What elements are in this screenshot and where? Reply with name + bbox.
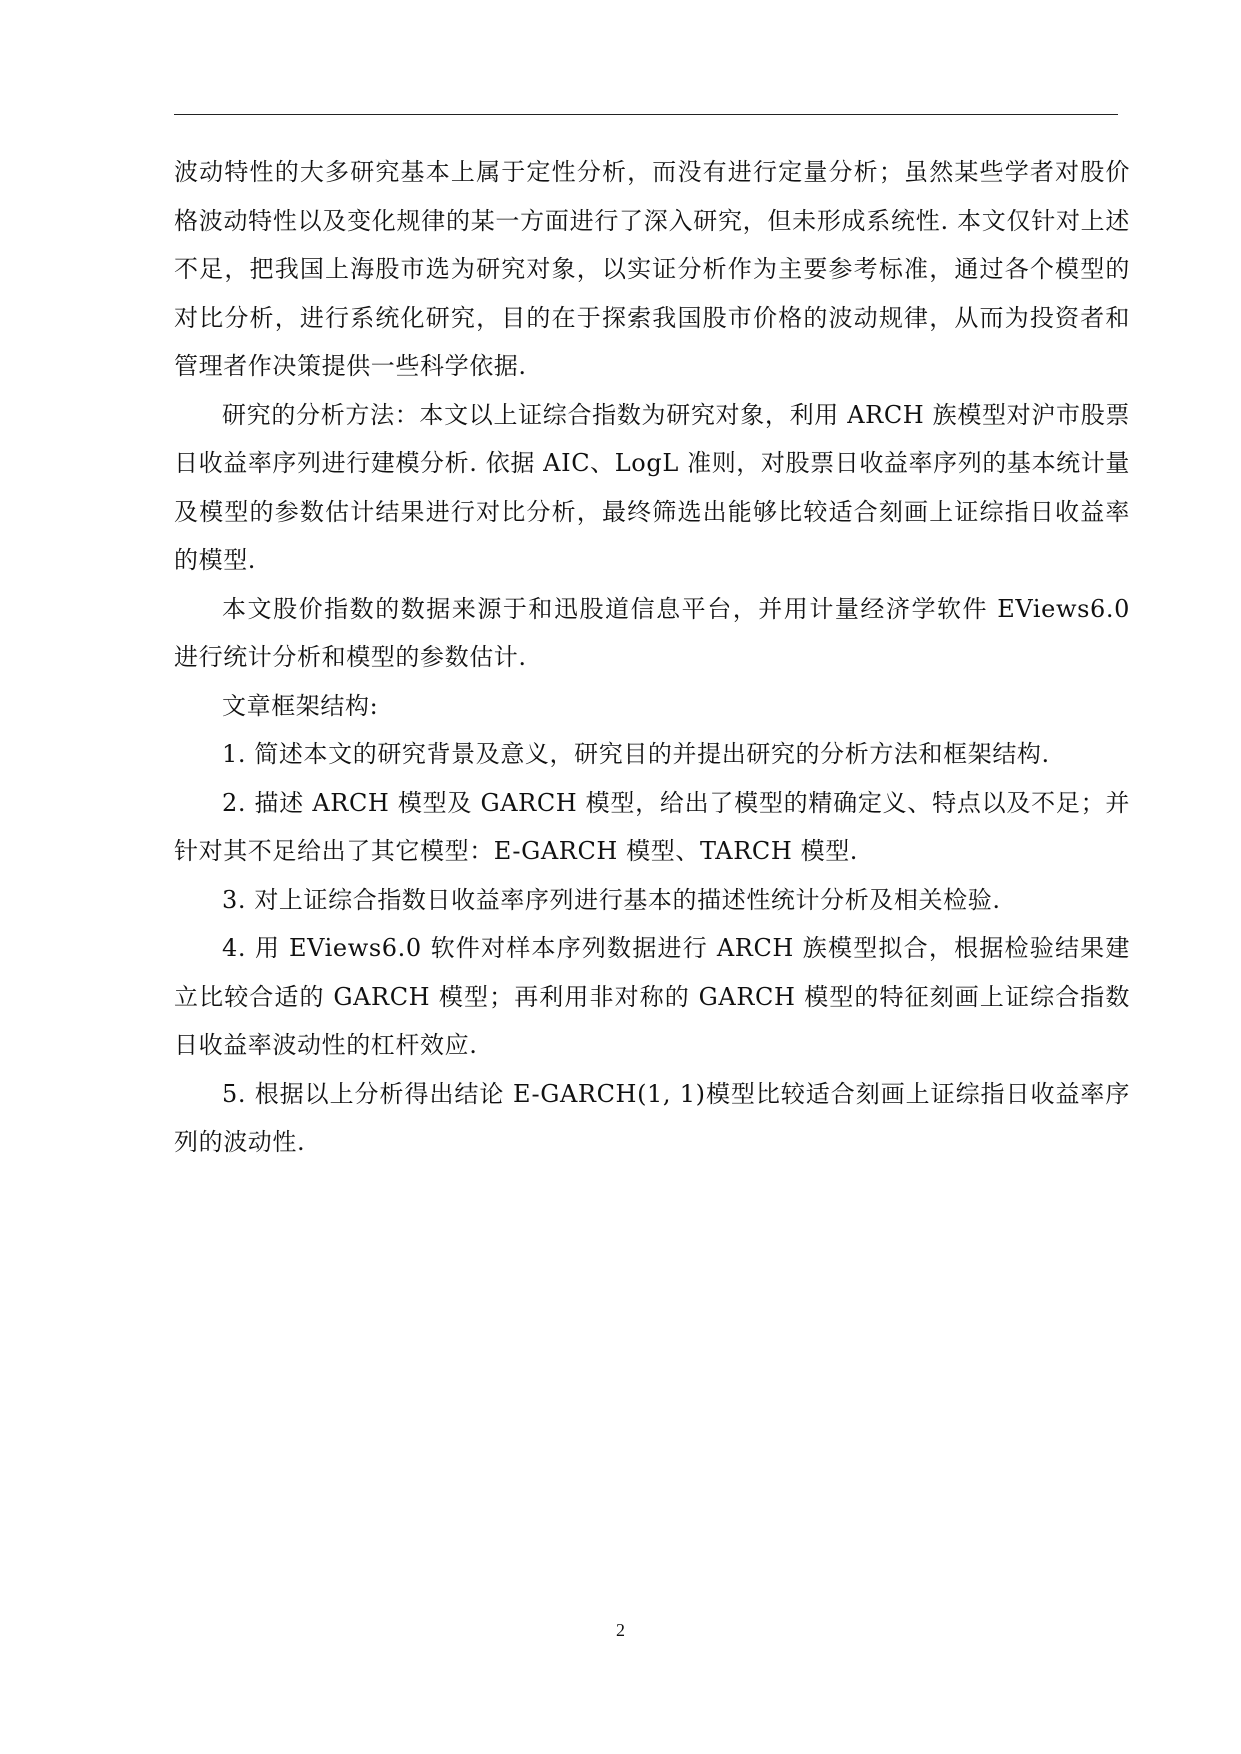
document-body [174, 148, 1130, 1167]
list-item-3: 3. 对上证综合指数日收益率序列进行基本的描述性统计分析及相关检验. [222, 885, 1001, 914]
paragraph-continuation: 波动特性的大多研究基本上属于定性分析，而没有进行定量分析；虽然某些学者对股价格波动特性以及变化规律的某一方面进行了深入研究，但未形成系统性. 本文仅针对上述不足，把我国上海股市选为研究对象，以实证分析作为主要参考标准，通过各个模型的对比分析，进行系统化研究，目的在于探索我国股市价格的波动规律，从而为投资者和管理者作决策提供一些科学依据. [174, 158, 1130, 380]
paragraph-methodology: 研究的分析方法：本文以上证综合指数为研究对象，利用 ARCH 族模型对沪市股票日收益率序列进行建模分析. 依据 AIC、LogL 准则，对股票日收益率序列的基本统计量及模型的参数估计结果进行对比分析，最终筛选出能够比较适合刻画上证综指日收益率的模型. [174, 400, 1130, 574]
list-item-5: 5. 根据以上分析得出结论 E-GARCH(1, 1)模型比较适合刻画上证综指日收益率序列的波动性. [174, 1079, 1130, 1156]
list-item-4: 4. 用 EViews6.0 软件对样本序列数据进行 ARCH 族模型拟合，根据检验结果建立比较合适的 GARCH 模型；再利用非对称的 GARCH 模型的特征刻画上证综合指数日收益率波动性的杠杆效应. [174, 934, 1130, 1059]
paragraph-data-source: 本文股价指数的数据来源于和迅股道信息平台，并用计量经济学软件 EViews6.0 进行统计分析和模型的参数估计. [174, 594, 1130, 671]
section-heading-framework: 文章框架结构: [222, 691, 379, 720]
header-rule [174, 114, 1118, 115]
list-item-1: 1. 简述本文的研究背景及意义，研究目的并提出研究的分析方法和框架结构. [222, 740, 1050, 768]
list-item-2: 2. 描述 ARCH 模型及 GARCH 模型，给出了模型的精确定义、特点以及不足；并针对其不足给出了其它模型：E-GARCH 模型、TARCH 模型. [174, 788, 1130, 865]
page-number: 2 [616, 1620, 625, 1640]
